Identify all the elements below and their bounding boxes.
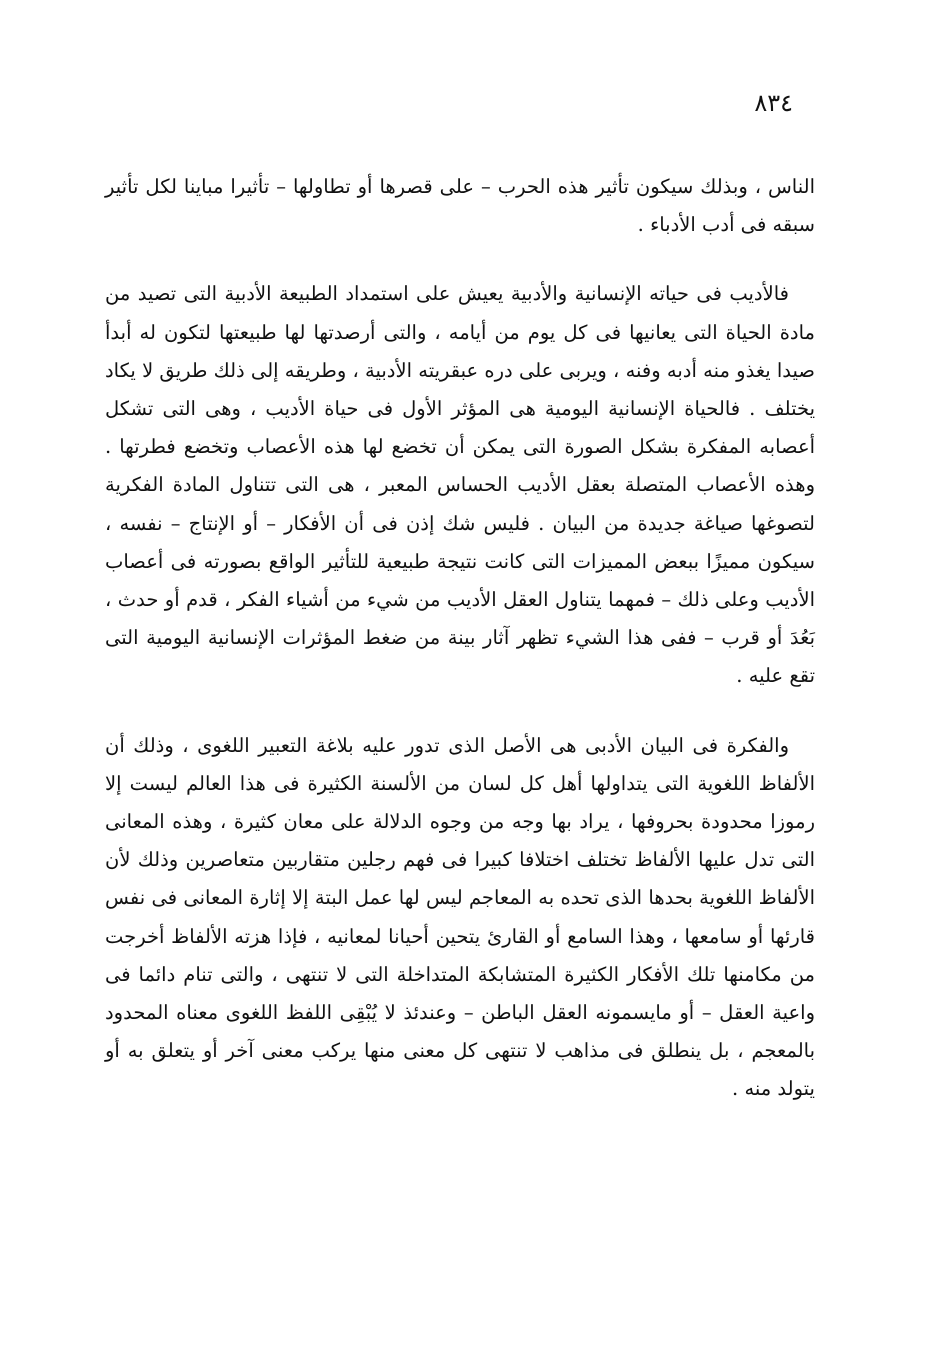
text-body xyxy=(105,168,815,1109)
paragraph-2: فالأديب فى حياته الإنسانية والأدبية يعيش على استمداد الطبيعة الأدبية التى تصيد من مادة الحياة التى يعانيها فى كل يوم من أيامه ، والتى أرصدتها لها طبيعتها لتكون له أبدأ صيدا يغذو منه أدبه وفنه ، ويربى على دره عبقريته الأدبية ، وطريقه إلى ذلك طريق لا يكاد يختلف . فالحياة الإنسانية اليومية هى المؤثر الأول فى حياة الأديب ، وهى التى تشكل أعصابه المفكرة بشكل الصورة التى يمكن أن تخضع لها هذه الأعصاب وتخضع فطرتها . وهذه الأعصاب المتصلة بعقل الأديب الحساس المعبر ، هى التى تتناول المادة الفكرية لتصوغها صياغة جديدة من البيان . فليس شك إذن فى أن الأفكار – أو الإنتاج – نفسه ، سيكون مميزًا ببعض المميزات التى كانت نتيجة طبيعية للتأثير الواقع بصورته فى أعصاب الأديب وعلى ذلك – فمهما يتناول العقل الأديب من شيء من أشياء الفكر ، قدم أو حدث ، بَعُدَ أو قرب – ففى هذا الشيء تظهر آثار بينة من ضغط المؤثرات الإنسانية اليومية التى تقع عليه . xyxy=(105,282,815,688)
paragraph-3: والفكرة فى البيان الأدبى هى الأصل الذى تدور عليه بلاغة التعبير اللغوى ، وذلك أن الألفاظ اللغوية التى يتداولها أهل كل لسان من الألسنة الكثيرة فى هذا العالم ليست إلا رموزا محدودة بحروفها ، يراد بها وجه من وجوه الدلالة على معان كثيرة ، وهذه المعانى التى تدل عليها الألفاظ تختلف اختلافا كبيرا فى فهم رجلين متقاربين متعاصرين وذلك لأن الألفاظ اللغوية بحدها الذى تحده به المعاجم ليس لها عمل البتة إلا إثارة المعانى فى نفس قارئها أو سامعها ، وهذا السامع أو القارئ يتحين أحيانا لمعانيه ، فإذا هزته الألفاظ أخرجت من مكامنها تلك الأفكار الكثيرة المتشابكة المتداخلة التى لا تنتهى ، والتى تنام دائما فى واعية العقل – أو مايسمونه العقل الباطن – وعندئذ لا يُبْقِى اللفظ اللغوى معناه المحدود بالمعجم ، بل ينطلق فى مذاهب لا تنتهى كل معنى منها يركب معنى آخر أو يتعلق به أو يتولد منه . xyxy=(105,733,815,1101)
page-number: ٨٣٤ xyxy=(754,89,793,117)
paragraph-1: الناس ، وبذلك سيكون تأثير هذه الحرب – على قصرها أو تطاولها – تأثيرا مباينا لكل تأثير سبقه فى أدب الأدباء . xyxy=(105,175,815,237)
